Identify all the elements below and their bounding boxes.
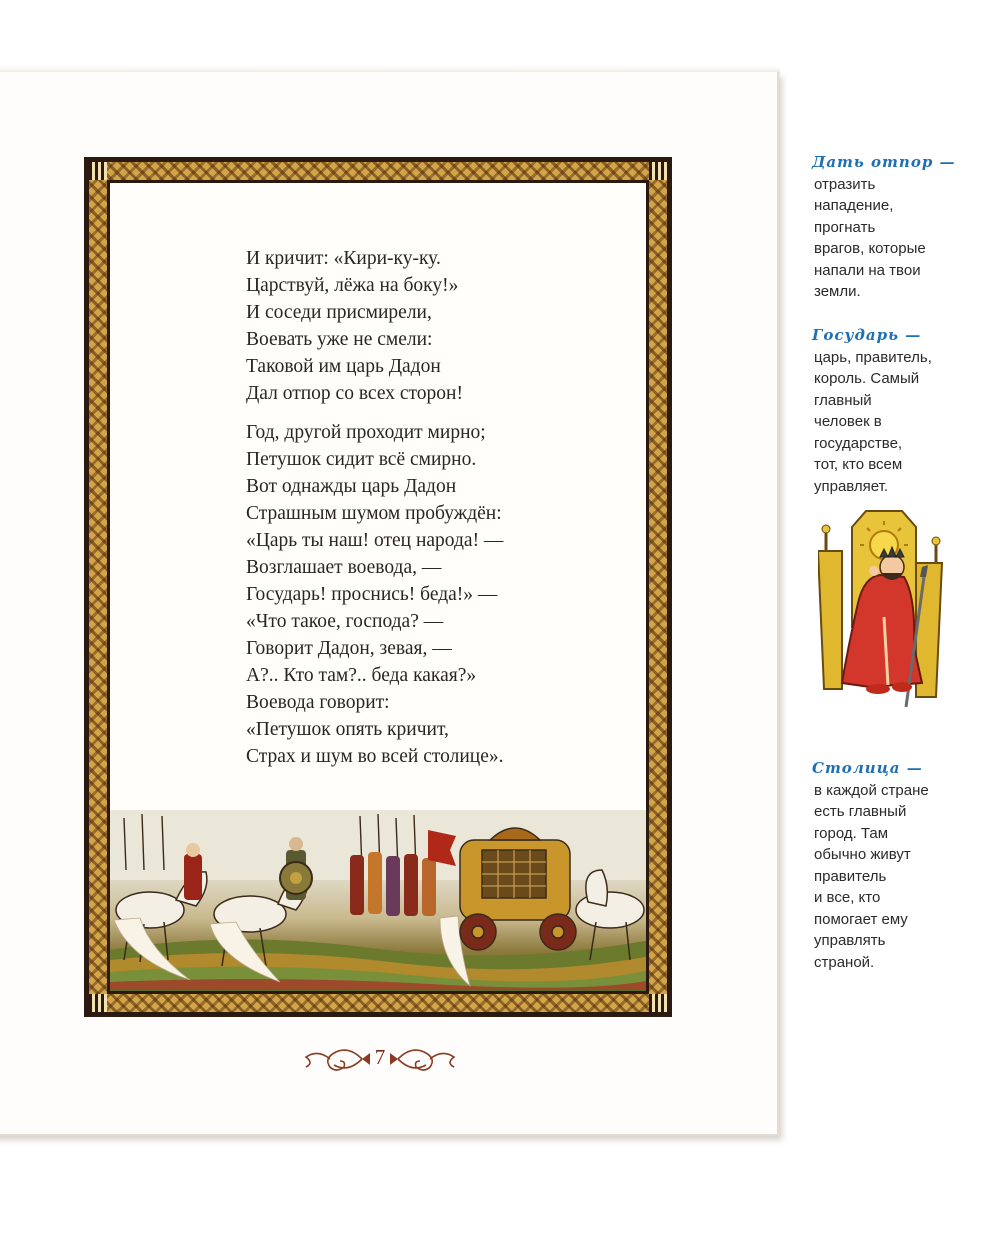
poem-line: «Что такое, господа? — — [246, 611, 444, 632]
glossary-definition-line: царь, правитель, — [814, 348, 932, 366]
glossary-definition-line: главный — [814, 391, 872, 409]
poem-line: Говорит Дадон, зевая, — — [246, 638, 452, 659]
glossary-definition-line: и все, кто — [814, 889, 881, 906]
glossary-definition-line: в каждой стране — [814, 781, 929, 799]
glossary-definition-line: страной. — [814, 953, 875, 971]
glossary-dash: — — [900, 759, 923, 777]
frame-corner — [649, 162, 667, 180]
procession-illustration — [110, 810, 646, 991]
poem-line: Царствуй, лёжа на боку!» — [246, 275, 459, 296]
poem-line: И соседи присмирели, — [246, 302, 432, 323]
glossary-definition-line: отразить — [814, 175, 876, 193]
poem-line: И кричит: «Кири-ку-ку. — [246, 248, 441, 269]
king-icon — [818, 507, 950, 713]
glossary-definition-line: правитель — [814, 867, 887, 885]
poem-line: Таковой им царь Дадон — [246, 356, 441, 377]
poem-line: Страх и шум во всей столице». — [246, 746, 504, 767]
poem-line: «Царь ты наш! отец народа! — — [246, 530, 504, 551]
glossary-term: Столица — [812, 759, 901, 777]
poem-line: А?.. Кто там?.. беда какая?» — [246, 665, 477, 686]
glossary-definition-line: есть главный — [814, 803, 907, 820]
page-number-ornament — [300, 1035, 460, 1085]
poem-line: «Петушок опять кричит, — [246, 719, 449, 740]
glossary-definition-line: управлять — [814, 932, 886, 949]
glossary-definition-line: король. Самый — [814, 370, 920, 387]
glossary-term: Дать отпор — [812, 153, 934, 171]
stanza-1 — [246, 245, 566, 407]
glossary-definition-line: помогает ему — [814, 910, 908, 928]
poem-line: Воевать уже не смели: — [246, 329, 433, 350]
glossary-entry-gosudar — [812, 325, 982, 497]
glossary-definition-line: государстве, — [814, 434, 903, 452]
glossary-definition-line: тот, кто всем — [814, 456, 903, 473]
glossary-definition-line: город. Там — [814, 824, 889, 842]
poem-text — [246, 245, 566, 782]
glossary-dash: — — [933, 153, 956, 171]
glossary-dash: — — [899, 326, 922, 344]
poem-line: Вот однажды царь Дадон — [246, 476, 457, 497]
glossary-definition-line: прогнать — [814, 218, 876, 236]
glossary-definition-line: напали на твои — [814, 261, 921, 279]
glossary-entry-dat-otpor — [812, 152, 982, 303]
frame-corner — [89, 162, 107, 180]
procession-drawing — [110, 810, 646, 990]
poem-line: Год, другой проходит мирно; — [246, 422, 486, 443]
glossary-definition-line: нападение, — [814, 197, 894, 214]
poem-line: Страшным шумом пробуждён: — [246, 503, 502, 524]
glossary-definition-line: обычно живут — [814, 846, 911, 863]
poem-line: Петушок сидит всё смирно. — [246, 449, 477, 470]
frame-corner — [89, 994, 107, 1012]
king-on-throne-illustration — [818, 507, 950, 713]
ornamental-frame — [84, 157, 672, 1017]
glossary-definition-line: человек в — [814, 413, 882, 430]
page-number: 7 — [374, 1045, 386, 1069]
glossary-definition-line: земли. — [814, 283, 861, 300]
stanza-2 — [246, 419, 566, 770]
glossary-entry-stolitsa — [812, 758, 982, 973]
glossary-definition-line: врагов, которые — [814, 240, 926, 257]
poem-line: Возглашает воевода, — — [246, 557, 442, 578]
frame-corner — [649, 994, 667, 1012]
poem-line: Воевода говорит: — [246, 692, 390, 713]
poem-line: Дал отпор со всех сторон! — [246, 383, 463, 404]
glossary-definition-line: управляет. — [814, 477, 889, 495]
poem-line: Государь! проснись! беда!» — — [246, 584, 498, 605]
poem-panel — [107, 180, 649, 994]
glossary-term: Государь — [812, 326, 899, 344]
